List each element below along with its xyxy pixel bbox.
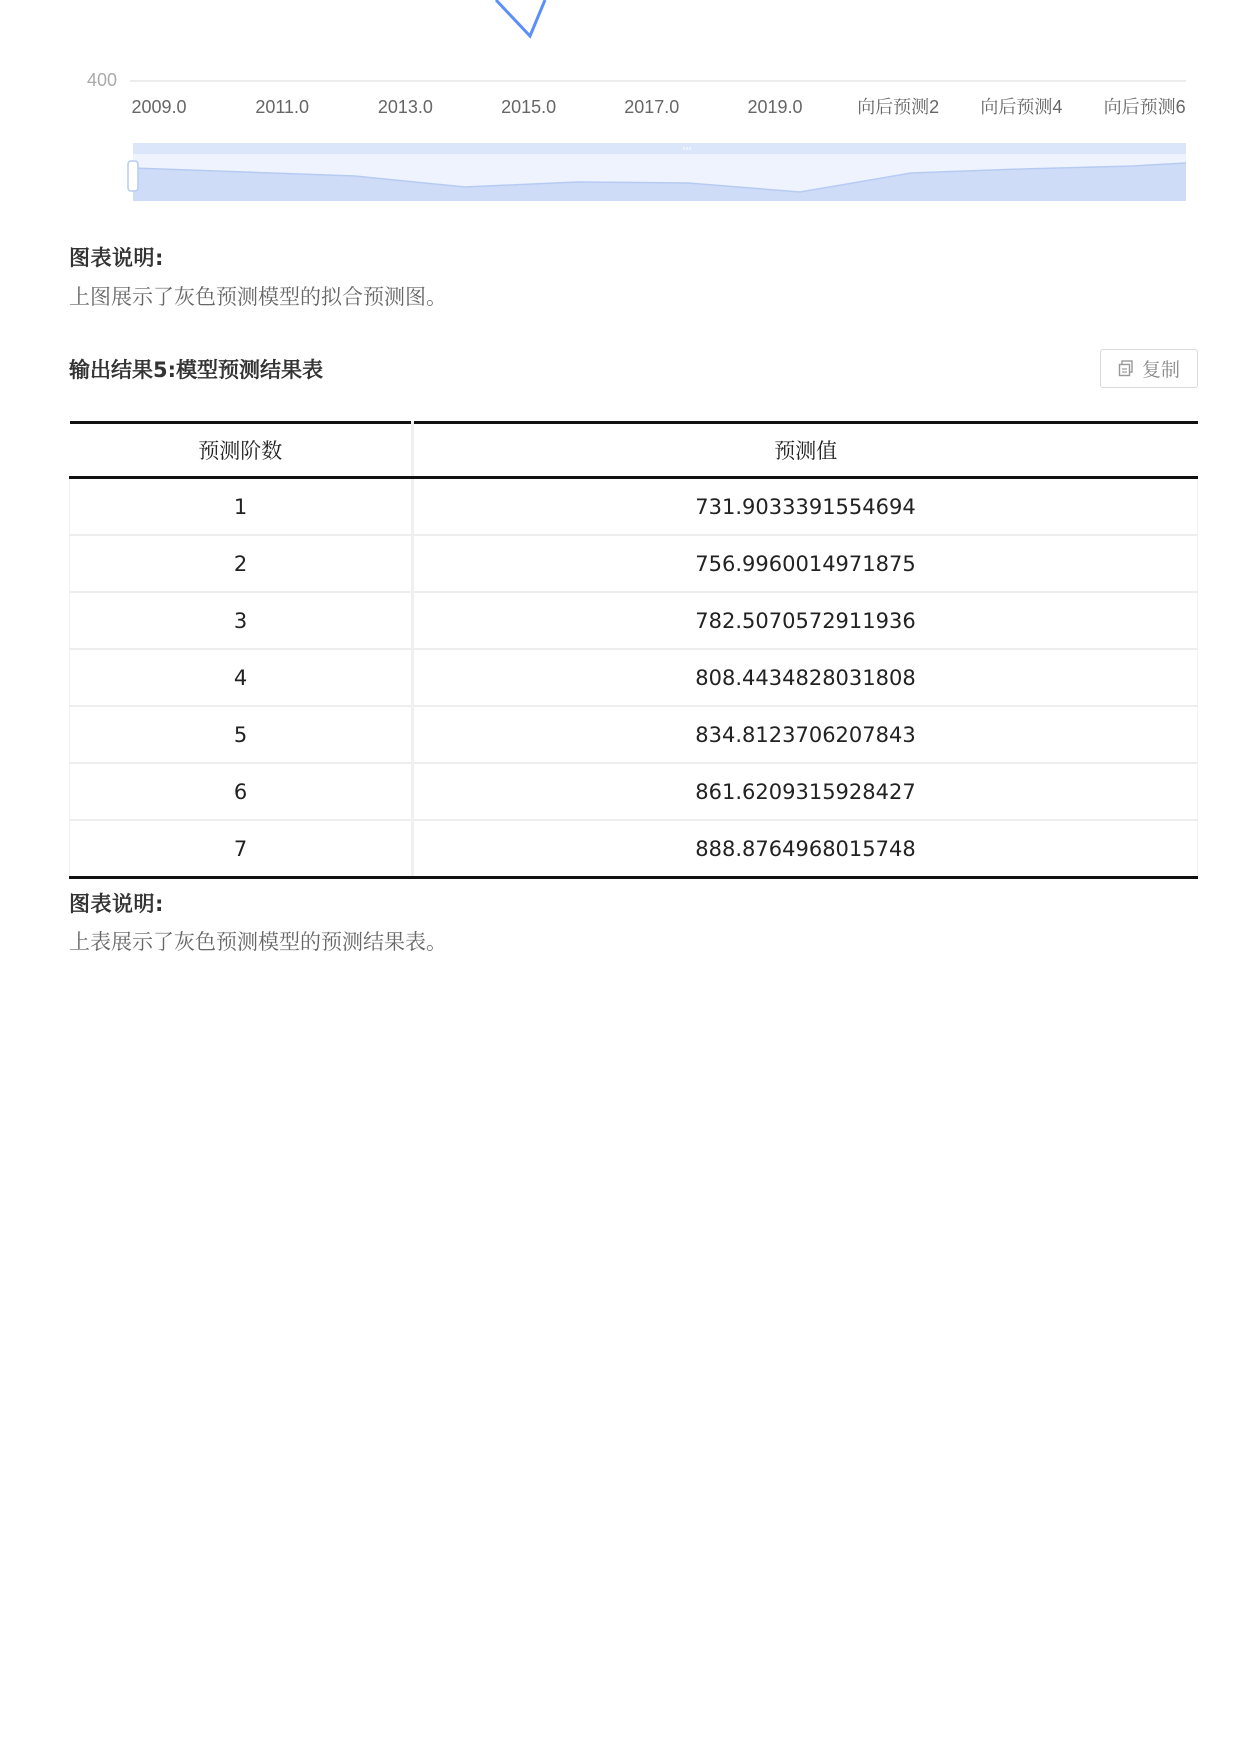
table-caption-title: 图表说明: bbox=[69, 892, 164, 916]
cell-order: 5 bbox=[70, 706, 413, 763]
section-title: 输出结果5:模型预测结果表 bbox=[69, 358, 324, 382]
table-row bbox=[70, 592, 1198, 649]
chart-caption-title: 图表说明: bbox=[69, 246, 164, 270]
x-tick-label: 向后预测6 bbox=[1103, 97, 1186, 117]
cell-order: 7 bbox=[70, 820, 413, 878]
table-row bbox=[70, 763, 1198, 820]
cell-value: 756.9960014971875 bbox=[413, 535, 1198, 592]
table-row bbox=[70, 649, 1198, 706]
x-tick-label: 2017.0 bbox=[624, 97, 680, 117]
x-tick-label: 2013.0 bbox=[377, 97, 433, 117]
chart-caption-text: 上图展示了灰色预测模型的拟合预测图。 bbox=[69, 285, 447, 309]
copy-button-label: 复制 bbox=[1141, 359, 1180, 381]
series-line bbox=[496, 0, 545, 36]
cell-order: 3 bbox=[70, 592, 413, 649]
cell-value: 782.5070572911936 bbox=[413, 592, 1198, 649]
zoom-top-bar[interactable] bbox=[133, 143, 1186, 154]
cell-value: 888.8764968015748 bbox=[413, 820, 1198, 878]
chart-canvas bbox=[0, 0, 1240, 215]
header-value: 预测值 bbox=[413, 423, 1198, 478]
x-tick-label: 2009.0 bbox=[131, 97, 187, 117]
copy-icon bbox=[1118, 360, 1134, 377]
x-tick-label: 2011.0 bbox=[255, 97, 310, 117]
y-tick-label: 400 bbox=[86, 70, 117, 90]
cell-order: 2 bbox=[70, 535, 413, 592]
x-tick-label: 向后预测2 bbox=[857, 97, 940, 117]
prediction-table bbox=[69, 421, 1198, 879]
cell-value: 861.6209315928427 bbox=[413, 763, 1198, 820]
cell-value: 731.9033391554694 bbox=[413, 478, 1198, 536]
table-row bbox=[70, 478, 1198, 536]
cell-value: 834.8123706207843 bbox=[413, 706, 1198, 763]
forecast-chart bbox=[0, 0, 1240, 215]
cell-order: 1 bbox=[70, 478, 413, 536]
data-zoom-slider[interactable] bbox=[128, 143, 1186, 201]
copy-button[interactable] bbox=[1100, 349, 1198, 388]
table-row bbox=[70, 820, 1198, 878]
x-tick-labels bbox=[131, 97, 1185, 117]
table-row bbox=[70, 706, 1198, 763]
zoom-left-handle[interactable] bbox=[128, 161, 138, 191]
x-tick-label: 向后预测4 bbox=[980, 97, 1063, 117]
header-order: 预测阶数 bbox=[70, 423, 413, 478]
table-caption-text: 上表展示了灰色预测模型的预测结果表。 bbox=[69, 930, 447, 954]
cell-order: 4 bbox=[70, 649, 413, 706]
table-row bbox=[70, 535, 1198, 592]
table-header-row bbox=[70, 423, 1198, 478]
x-tick-label: 2019.0 bbox=[747, 97, 803, 117]
cell-value: 808.4434828031808 bbox=[413, 649, 1198, 706]
cell-order: 6 bbox=[70, 763, 413, 820]
x-tick-label: 2015.0 bbox=[501, 97, 557, 117]
